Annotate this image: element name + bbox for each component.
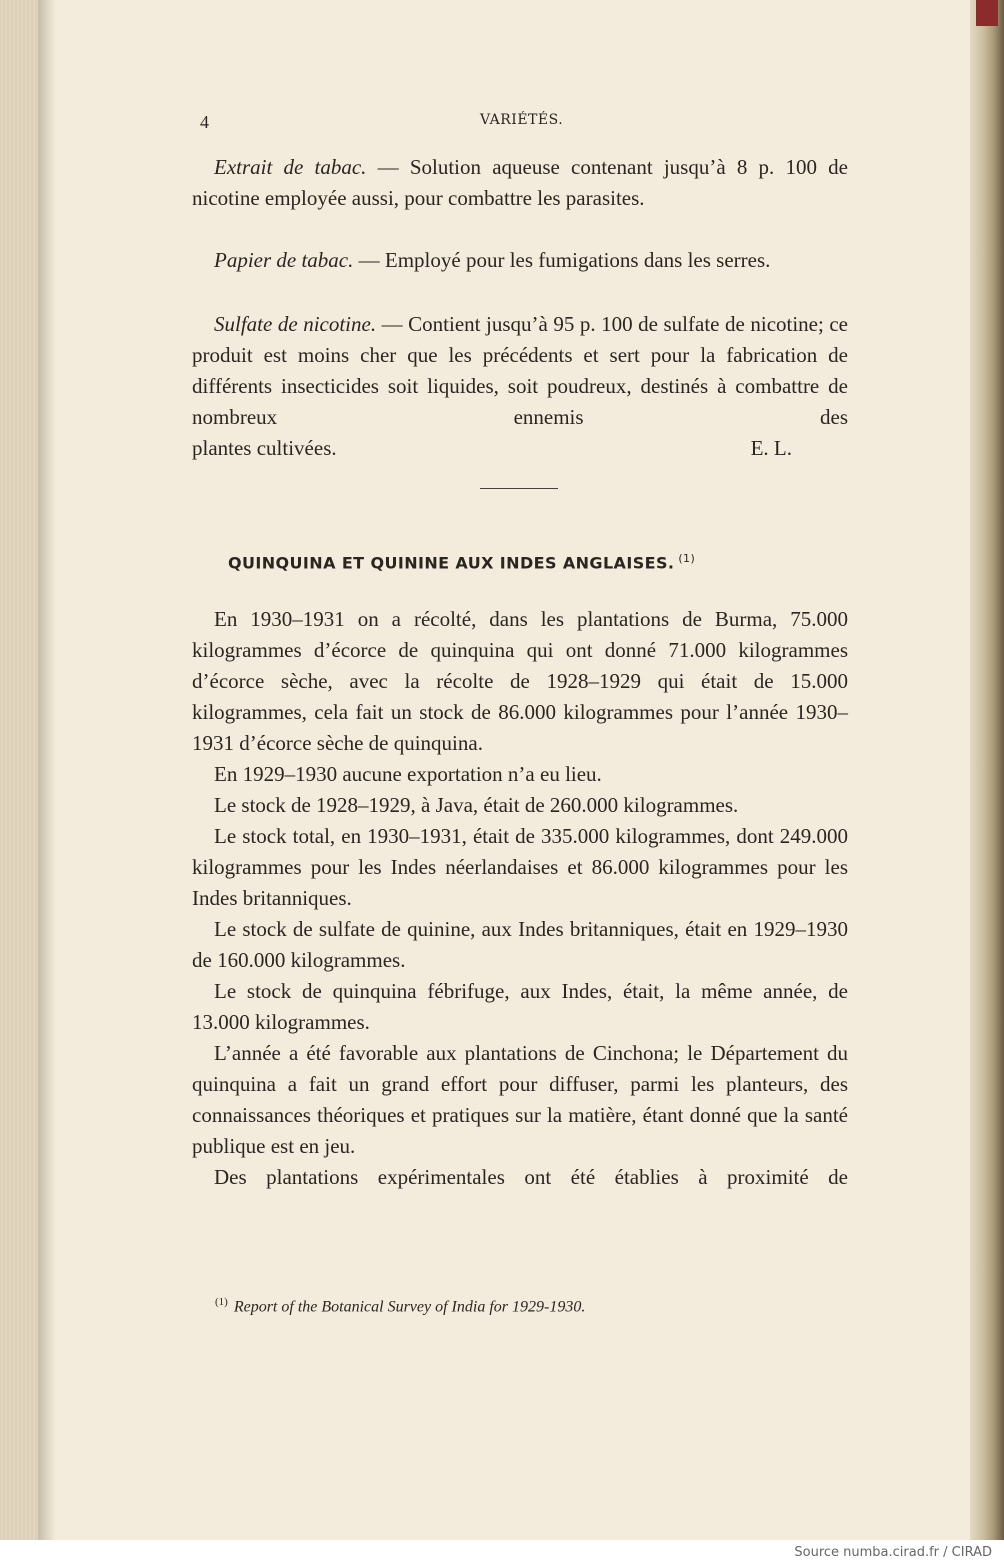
footnote-reference: (1): [678, 552, 696, 565]
entry-extrait: [192, 152, 848, 214]
paragraph: Le stock de quinquina fébrifuge, aux Indes, était, la même année, de 13.000 kilogrammes.: [192, 979, 848, 1034]
entry-term: Extrait de tabac.: [214, 155, 367, 179]
paragraph: Le stock total, en 1930–1931, était de 335.000 kilogrammes, dont 249.000 kilogrammes pour les Indes néerlandaises et 86.000 kilogrammes pour les Indes britanniques.: [192, 824, 848, 910]
running-title: VARIÉTÉS.: [480, 112, 564, 128]
section-title: QUINQUINA ET QUININE AUX INDES ANGLAISES.: [228, 553, 675, 573]
entry-text: — Solution aqueuse contenant jusqu’à 8 p. 100 de nicotine employée aussi, pour combattre les parasites.: [192, 155, 848, 210]
paragraph: Le stock de 1928–1929, à Java, était de 260.000 kilogrammes.: [214, 793, 739, 817]
entry-last-line: plantes cultivées.: [192, 436, 337, 460]
entry-signature: E. L.: [750, 436, 792, 460]
entry-term: Papier de tabac.: [214, 248, 354, 272]
section-divider: [480, 488, 558, 489]
paragraph: Le stock de sulfate de quinine, aux Indes britanniques, était en 1929–1930 de 160.000 kilogrammes.: [192, 917, 848, 972]
paragraph: En 1929–1930 aucune exportation n’a eu lieu.: [214, 762, 602, 786]
paragraph: Des plantations expérimentales ont été établies à proximité de: [214, 1165, 848, 1189]
paragraph: En 1930–1931 on a récolté, dans les plantations de Burma, 75.000 kilogrammes d’écorce de quinquina qui ont donné 71.000 kilogrammes d’écorce sèche, avec la récolte de 1928–1929 qui était de 15.000 kilogrammes, cela fait un stock de 86.000 kilogrammes pour l’année 1930–1931 d’écorce sèche de quinquina.: [192, 607, 848, 755]
source-credit[interactable]: Source numba.cirad.fr / CIRAD: [794, 1545, 992, 1560]
footnote-text: Report of the Botanical Survey of India for 1929-1930.: [233, 1298, 586, 1316]
entry-text: — Contient jusqu’à 95 p. 100 de sulfate de nicotine; ce produit est moins cher que les précédents et sert pour la fabrication de différents insecticides soit liquides, soit poudreux, destinés à combattre de nombreux ennemis des: [192, 312, 848, 429]
entry-sulfate: [192, 309, 848, 464]
page-number: 4: [200, 112, 210, 132]
entry-papier: [192, 245, 848, 276]
entry-text: — Employé pour les fumigations dans les serres.: [353, 248, 771, 272]
paragraph: L’année a été favorable aux plantations de Cinchona; le Département du quinquina a fait un grand effort pour diffuser, parmi les planteurs, des connaissances théoriques et pratiques sur la matière, étant donné que la santé publique est en jeu.: [192, 1041, 848, 1158]
entry-closing-line: [192, 433, 792, 464]
section-body: [192, 604, 848, 1193]
footnote: [215, 1296, 585, 1316]
section-heading: [228, 552, 695, 572]
entry-term: Sulfate de nicotine.: [214, 312, 377, 336]
footnote-marker: (1): [215, 1296, 228, 1308]
